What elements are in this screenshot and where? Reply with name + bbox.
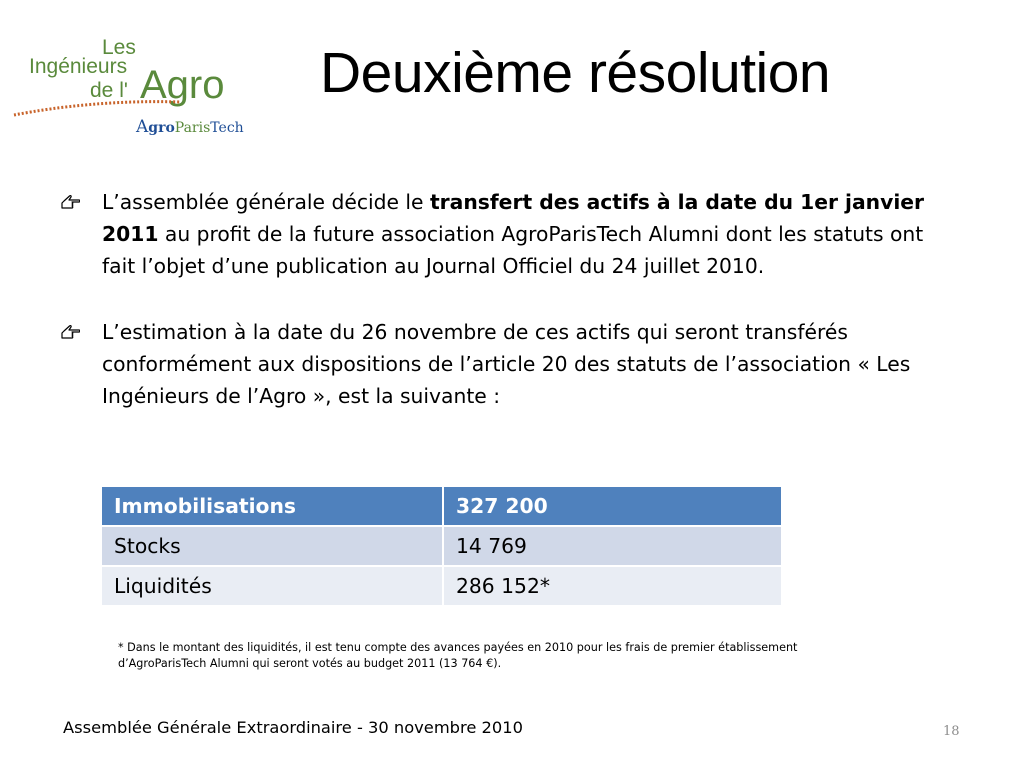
header-label-cell: Immobilisations <box>101 486 443 526</box>
bullet-1-text-bold: transfert des actifs à la date du 1er janvier 2011 <box>102 190 925 246</box>
hand-pointing-icon-svg <box>60 194 80 210</box>
bullet-item-1 <box>60 186 960 282</box>
table-row <box>101 526 782 566</box>
hand-pointing-icon-svg <box>60 324 80 340</box>
row-label-cell: Liquidités <box>101 566 443 606</box>
bullet-1-text-before: L’assemblée générale décide le <box>102 190 430 214</box>
assets-table <box>100 485 783 607</box>
row-value-cell: 286 152* <box>443 566 782 606</box>
logo-agro: Agro <box>140 63 225 107</box>
page-number: 18 <box>943 724 960 739</box>
footnote: * Dans le montant des liquidités, il est tenu compte des avances payées en 2010 pour les frais de premier établissement d’AgroParisTech Alumni qui seront votés au budget 2011 (13 764 €). <box>118 641 798 670</box>
row-value-cell: 14 769 <box>443 526 782 566</box>
logo-sub-tech: Tech <box>210 120 244 136</box>
footer-text: Assemblée Générale Extraordinaire - 30 novembre 2010 <box>63 718 523 737</box>
hand-pointing-icon <box>60 316 84 348</box>
bullet-text-1 <box>102 190 924 278</box>
logo-sub-paris: Paris <box>174 120 211 136</box>
bullet-list <box>60 186 960 446</box>
header-value-cell: 327 200 <box>443 486 782 526</box>
logo <box>10 30 260 140</box>
table-row <box>101 566 782 606</box>
bullet-1-text-after: au profit de la future association AgroParisTech Alumni dont les statuts ont fait l’objet d’une publication au Journal Officiel du 24 juillet 2010. <box>102 222 924 278</box>
hand-pointing-icon <box>60 186 84 218</box>
slide-title: Deuxième résolution <box>320 41 831 105</box>
logo-subtitle <box>135 117 244 137</box>
logo-graphic <box>10 30 260 140</box>
logo-sub-a: A <box>136 117 149 137</box>
table-header-row <box>101 486 782 526</box>
row-label-cell: Stocks <box>101 526 443 566</box>
logo-line-1: Les <box>102 36 136 59</box>
logo-line-3: de l' <box>90 79 128 102</box>
logo-line-2: Ingénieurs <box>29 55 128 78</box>
bullet-item-2 <box>60 316 960 412</box>
logo-sub-gro: gro <box>148 120 175 136</box>
bullet-text-2: L’estimation à la date du 26 novembre de ces actifs qui seront transférés conformément aux dispositions de l’article 20 des statuts de l’association « Les Ingénieurs de l’Agro », est la suivante : <box>102 320 911 408</box>
